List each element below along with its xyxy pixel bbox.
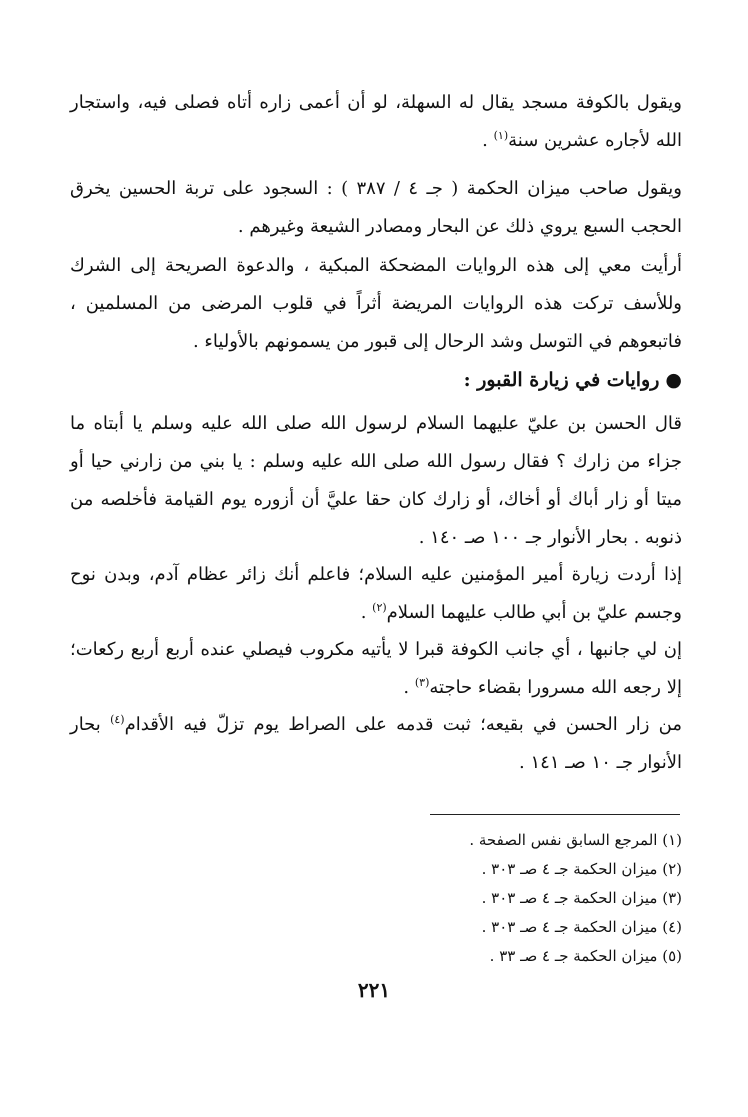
- footnote-3: (٣) ميزان الحكمة جـ ٤ صـ ٣٠٣ .: [481, 889, 682, 907]
- paragraph-2-text: ويقول صاحب ميزان الحكمة ( جـ ٤ / ٣٨٧ ) : السجود على تربة الحسين يخرق الحجب السبع يروي ذلك عن البحار ومصادر الشيعة وغيرهم .: [70, 178, 682, 237]
- bullet-icon: ●: [665, 369, 682, 391]
- paragraph-6: [70, 631, 682, 707]
- paragraph-1-text: ويقول بالكوفة مسجد يقال له السهلة، لو أن أعمى زاره أتاه فصلى فيه، واستجار الله لأجاره عشرين سنة: [70, 92, 682, 151]
- footnote-ref-2: (٢): [372, 601, 387, 614]
- paragraph-3: [70, 247, 682, 361]
- paragraph-7-cont: بحار الأنوار جـ ١٠ صـ ١٤١ .: [70, 714, 682, 773]
- footnote-5: (٥) ميزان الحكمة جـ ٤ صـ ٣٣ .: [489, 947, 682, 965]
- footnote-2: (٢) ميزان الحكمة جـ ٤ صـ ٣٠٣ .: [481, 860, 682, 878]
- footnotes: [382, 826, 682, 971]
- footnote-1: (١) المرجع السابق نفس الصفحة .: [469, 831, 682, 849]
- footnote-ref-1: (١): [493, 129, 509, 142]
- paragraph-1: [70, 84, 682, 160]
- paragraph-5-text: إذا أردت زيارة أمير المؤمنين عليه السلام؛ فاعلم أنك زائر عظام آدم، وبدن نوح وجسم عليّ بن أبي طالب عليهما السلام: [70, 564, 682, 623]
- footnote-divider: [430, 814, 680, 815]
- paragraph-6-end: .: [403, 677, 415, 698]
- paragraph-5: [70, 556, 682, 632]
- paragraph-5-end: .: [360, 602, 373, 623]
- paragraph-4: [70, 405, 682, 557]
- paragraph-7-text: من زار الحسن في بقيعه؛ ثبت قدمه على الصراط يوم تزلّ فيه الأقدام: [124, 714, 682, 735]
- footnote-ref-3: (٣): [414, 676, 430, 689]
- footnote-ref-4: (٤): [110, 713, 125, 726]
- page-number: ٢٢١: [357, 978, 391, 1002]
- paragraph-3-text: أرأيت معي إلى هذه الروايات المضحكة المبكية ، والدعوة الصريحة إلى الشرك وللأسف تركت هذه الروايات المريضة أثراً في قلوب المرضى من المسلمين ، فاتبعوهم في التوسل وشد الرحال إلى قبور من يسمونهم بالأولياء .: [70, 255, 682, 352]
- paragraph-1-end: .: [482, 130, 494, 151]
- paragraph-4-text: قال الحسن بن عليّ عليهما السلام لرسول الله صلى الله عليه وسلم يا أبتاه ما جزاء من زارك ؟ فقال رسول الله صلى الله عليه وسلم : يا بني من زارني حيا أو ميتا أو زار أباك أو أخاك، أو زارك كان حقا عليَّ أن أزوره يوم القيامة فأخلصه من ذنوبه . بحار الأنوار جـ ١٠٠ صـ ١٤٠ .: [70, 413, 682, 548]
- footnote-4: (٤) ميزان الحكمة جـ ٤ صـ ٣٠٣ .: [481, 918, 682, 936]
- section-heading-text: روايات في زيارة القبور :: [463, 369, 660, 391]
- section-heading: [70, 361, 682, 399]
- paragraph-6-text: إن لي جانبها ، أي جانب الكوفة قبرا لا يأتيه مكروب فيصلي عنده أربع أربع ركعات؛ إلا رجعه الله مسرورا بقضاء حاجته: [70, 639, 682, 698]
- paragraph-2: [70, 170, 682, 246]
- paragraph-7: [70, 706, 682, 782]
